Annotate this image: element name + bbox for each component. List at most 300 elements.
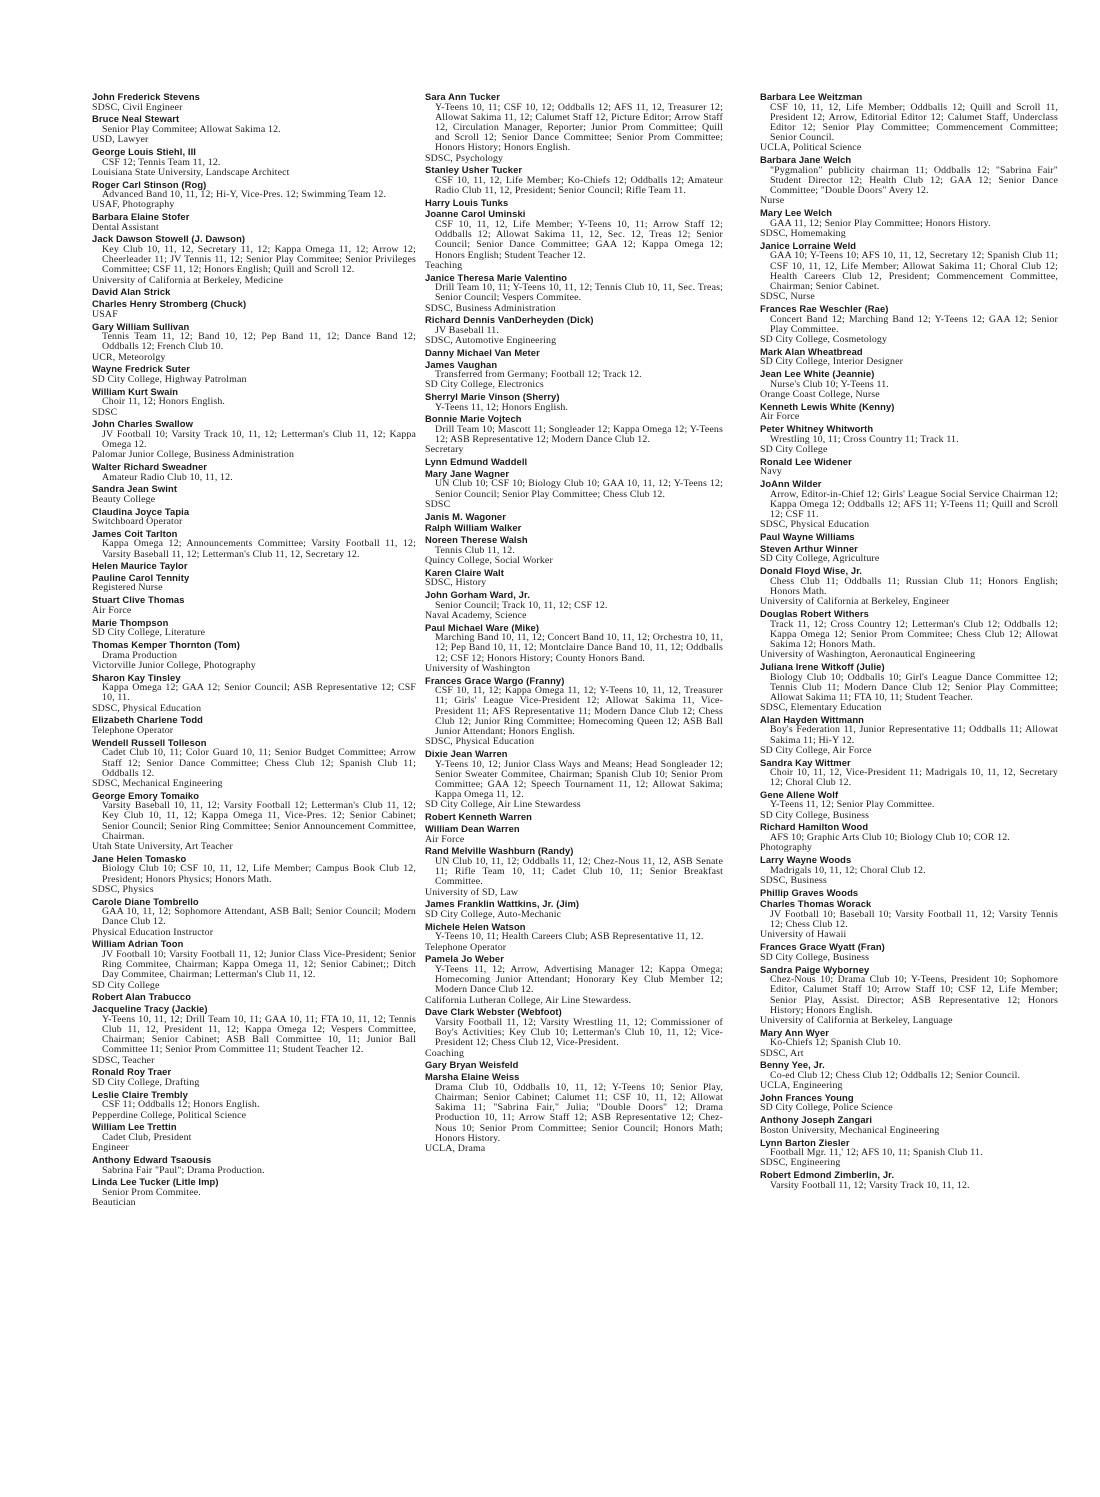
student-name: Marie Thompson bbox=[92, 617, 169, 628]
senior-entry bbox=[92, 897, 416, 939]
student-activities: Chez-Nous 10; Drama Club 10; Y-Teens, President 10; Sophomore Editor, Calumet Staff 10; Arrow Staff 10; CSF 12, Life Member; Senior Play, Assist. Director; ASB Representative 12; Honors History; Honors English. bbox=[770, 974, 1058, 1016]
senior-entry bbox=[425, 315, 723, 346]
senior-entry bbox=[760, 347, 1058, 368]
student-name: Ronald Lee Widener bbox=[760, 456, 852, 467]
student-activities: Y-Teens 10, 12; Junior Class Ways and Means; Head Songleader 12; Senior Sweater Commitee, Chairman; Spanish Club 10; Senior Prom Committee; GAA 12; Speech Tournament 11, 12; Allowat Sakima; Kappa Omega 11, 12. bbox=[435, 758, 723, 801]
student-name: Elizabeth Charlene Todd bbox=[92, 715, 203, 726]
student-name: Gary William Sullivan bbox=[92, 321, 190, 332]
student-activities: Biology Club 10; Oddballs 10; Girl's League Dance Committee 12; Tennis Club 11; Modern Dance Club 12; Senior Play Committee; Allowat Sakima 11; FTA 10, 11; Student Teacher. bbox=[770, 671, 1058, 703]
student-activities: Cadet Club 10, 11; Color Guard 10, 11; Senior Budget Committee; Arrow Staff 12; Senior Dance Committee; Chess Club 12; Spanish Club 11; Oddballs 12. bbox=[102, 747, 416, 779]
student-name: Pauline Carol Tennity bbox=[92, 572, 190, 583]
senior-entry bbox=[425, 1007, 723, 1059]
senior-entry bbox=[760, 1093, 1058, 1114]
student-future-plans: UCLA, Engineering bbox=[760, 1081, 843, 1092]
student-activities: Nurse's Club 10; Y-Teens 11. bbox=[770, 378, 889, 390]
student-future-plans: University of Hawaii bbox=[760, 930, 847, 941]
senior-entry bbox=[760, 92, 1058, 154]
student-activities: Senior Council; Track 10, 11, 12; CSF 12. bbox=[435, 599, 608, 611]
student-future-plans: SDSC, Teacher bbox=[92, 1055, 155, 1066]
student-activities: Drill Team 10; Mascott 11; Songleader 12; Kappa Omega 12; Y-Teens 12; ASB Representative 12; Modern Dance Club 12. bbox=[435, 423, 723, 446]
student-future-plans: SDSC, History bbox=[425, 578, 487, 589]
student-future-plans: SDSC, Automotive Engineering bbox=[425, 336, 557, 347]
senior-entry bbox=[425, 954, 723, 1006]
student-future-plans: University of California at Berkeley, Medicine bbox=[92, 275, 284, 286]
student-future-plans: Utah State University, Art Teacher bbox=[92, 842, 233, 853]
senior-entry bbox=[425, 535, 723, 566]
senior-entry bbox=[92, 939, 416, 991]
student-activities: Kappa Omega 12; GAA 12; Senior Council; ASB Representative 12; CSF 10, 11. bbox=[102, 682, 416, 704]
student-activities: Madrigals 10, 11, 12; Choral Club 12. bbox=[770, 864, 926, 876]
student-activities: Advanced Band 10, 11, 12; Hi-Y, Vice-Pres. 12; Swimming Team 12. bbox=[102, 189, 387, 201]
student-activities: Marching Band 10, 11, 12; Concert Band 10, 11, 12; Orchestra 10, 11, 12; Pep Band 10, 11, 12; Montclaire Dance Band 10, 11, 12; Oddballs 12; CSF 12; Honors History; County Honors Band. bbox=[435, 632, 723, 664]
student-name: Larry Wayne Woods bbox=[760, 855, 852, 866]
student-future-plans: SD City College, Drafting bbox=[92, 1077, 200, 1088]
senior-entry bbox=[760, 369, 1058, 400]
senior-entry bbox=[92, 114, 416, 145]
student-name: Alan Hayden Wittmann bbox=[760, 714, 865, 725]
student-name: William Adrian Toon bbox=[92, 939, 184, 950]
student-name: Peter Whitney Whitworth bbox=[760, 424, 874, 435]
student-name: Janis M. Wagoner bbox=[425, 511, 506, 522]
senior-entry bbox=[760, 402, 1058, 423]
student-activities: UN Club 10, 11, 12; Oddballs 11, 12; Chez-Nous 11, 12, ASB Senate 11; Rifle Team 10, 11; Cadet Club 10, 11; Senior Breakfast Committee. bbox=[435, 856, 723, 888]
student-name: Sandra Kay Wittmer bbox=[760, 757, 851, 768]
senior-entry bbox=[425, 623, 723, 675]
student-name: Sandra Jean Swint bbox=[92, 484, 178, 495]
senior-entry bbox=[425, 568, 723, 589]
student-future-plans: Coaching bbox=[425, 1048, 465, 1059]
senior-entry bbox=[425, 1072, 723, 1154]
student-activities: Boy's Federation 11, Junior Representative 11; Oddballs 11; Allowat Sakima 11; Hi-Y 12. bbox=[770, 724, 1058, 746]
student-future-plans: University of SD, Law bbox=[425, 887, 519, 898]
student-name: Steven Arthur Winner bbox=[760, 543, 858, 554]
student-activities: UN Club 10; CSF 10; Biology Club 10; GAA 10, 11, 12; Y-Teens 12; Senior Council; Senior Play Committee; Chess Club 12. bbox=[435, 478, 723, 500]
student-future-plans: Pepperdine College, Political Science bbox=[92, 1110, 247, 1121]
student-activities: Y-Teens 10, 11; Health Careers Club; ASB Representative 11, 12. bbox=[435, 931, 704, 943]
student-name: Frances Grace Wargo (Franny) bbox=[425, 675, 565, 686]
student-future-plans: SDSC, Physical Education bbox=[425, 737, 535, 748]
student-future-plans: Photography bbox=[760, 843, 813, 854]
student-name: Harry Louis Tunks bbox=[425, 197, 509, 208]
student-future-plans: SD City College, Agriculture bbox=[760, 554, 880, 565]
student-activities: Drama Production bbox=[102, 649, 178, 661]
student-name: Lynn Edmund Waddell bbox=[425, 457, 528, 468]
student-name: Douglas Robert Withers bbox=[760, 608, 869, 619]
student-name: Paul Michael Ware (Mike) bbox=[425, 622, 540, 633]
student-name: Carole Diane Tombrello bbox=[92, 896, 199, 907]
senior-entry bbox=[92, 1122, 416, 1153]
student-name: Paul Wayne Williams bbox=[760, 531, 855, 542]
student-activities: JV Baseball 11. bbox=[435, 324, 499, 336]
senior-entry bbox=[92, 147, 416, 178]
senior-entry bbox=[92, 673, 416, 715]
senior-entry bbox=[425, 676, 723, 748]
student-future-plans: SDSC, Physical Education bbox=[92, 703, 202, 714]
student-future-plans: Engineer bbox=[92, 1143, 129, 1154]
student-future-plans: Teaching bbox=[425, 260, 463, 271]
senior-entry bbox=[760, 424, 1058, 455]
student-activities: Biology Club 10; CSF 10, 11, 12, Life Member; Campus Book Club 12, President; Honors Physics; Honors Math. bbox=[102, 863, 416, 885]
student-future-plans: Naval Academy, Science bbox=[425, 610, 527, 621]
student-future-plans: University of California at Berkeley, Language bbox=[760, 1015, 953, 1026]
student-activities: Concert Band 12; Marching Band 12; Y-Teens 12; GAA 12; Senior Play Committee. bbox=[770, 313, 1058, 335]
student-name: Gene Allene Wolf bbox=[760, 789, 839, 800]
student-name: Charles Henry Stromberg (Chuck) bbox=[92, 299, 247, 310]
student-future-plans: SD City College bbox=[760, 444, 828, 455]
senior-entry bbox=[425, 348, 723, 359]
student-name: Joanne Carol Uminski bbox=[425, 209, 526, 220]
senior-entry bbox=[92, 387, 416, 418]
senior-entry bbox=[760, 208, 1058, 239]
student-name: Wendell Russell Tolleson bbox=[92, 737, 207, 748]
senior-entry bbox=[92, 299, 416, 320]
student-name: James Franklin Wattkins, Jr. (Jim) bbox=[425, 899, 580, 910]
senior-entry bbox=[760, 609, 1058, 661]
senior-entry bbox=[425, 1060, 723, 1071]
student-future-plans: SDSC, Physics bbox=[92, 884, 154, 895]
student-name: Roger Carl Stinson (Rog) bbox=[92, 179, 207, 190]
student-future-plans: SD City College, Auto-Mechanic bbox=[425, 909, 562, 920]
student-future-plans: SD City College, Air Force bbox=[760, 745, 872, 756]
student-name: John Frances Young bbox=[760, 1092, 854, 1103]
senior-entry bbox=[92, 287, 416, 298]
senior-entry bbox=[425, 899, 723, 920]
senior-entry bbox=[760, 790, 1058, 821]
senior-entry bbox=[92, 1155, 416, 1176]
student-future-plans: Orange Coast College, Nurse bbox=[760, 389, 880, 400]
student-name: Karen Claire Walt bbox=[425, 567, 504, 578]
student-name: Phillip Graves Woods bbox=[760, 887, 859, 898]
student-future-plans: University of California at Berkeley, Engineer bbox=[760, 597, 950, 608]
column-middle bbox=[425, 92, 723, 1156]
student-name: Sandra Paige Wyborney bbox=[760, 964, 870, 975]
student-activities: AFS 10; Graphic Arts Club 10; Biology Club 10; COR 12. bbox=[770, 832, 1010, 844]
senior-entry bbox=[760, 822, 1058, 853]
senior-entry bbox=[92, 364, 416, 385]
student-name: William Lee Trettin bbox=[92, 1122, 177, 1133]
student-activities: GAA 10; Y-Teens 10; AFS 10, 11, 12, Secretary 12; Spanish Club 11; CSF 10, 11, 12, Life Member; Allowat Sakima 11; Choral Club 12; Health Careers Club 12, President; Commencement Committee, Chairman; Senior Cabinet. bbox=[770, 250, 1058, 292]
student-future-plans: Telephone Operator bbox=[92, 725, 174, 736]
student-future-plans: SD City College, Electronics bbox=[425, 380, 544, 391]
senior-entry bbox=[425, 457, 723, 468]
student-future-plans: SD City College, Police Science bbox=[760, 1103, 893, 1114]
senior-entry bbox=[760, 304, 1058, 346]
student-activities: Y-Teens 11, 12; Arrow, Advertising Manager 12; Kappa Omega; Homecoming Junior Attendant; Honorary Key Club Member 12; Modern Dance Club 12. bbox=[435, 963, 723, 996]
student-activities: Y-Teens 11, 12; Honors English. bbox=[435, 401, 569, 413]
senior-entry bbox=[760, 662, 1058, 714]
student-name: Anthony Joseph Zangari bbox=[760, 1115, 873, 1126]
student-future-plans: Air Force bbox=[425, 834, 465, 845]
student-name: Mary Lee Welch bbox=[760, 208, 833, 219]
senior-entry bbox=[425, 523, 723, 534]
senior-entry bbox=[92, 854, 416, 896]
senior-entry bbox=[425, 846, 723, 898]
student-name: William Kurt Swain bbox=[92, 386, 179, 397]
column-left bbox=[92, 92, 416, 1209]
student-name: Robert Alan Trabucco bbox=[92, 992, 192, 1003]
student-name: Bruce Neal Stewart bbox=[92, 114, 180, 125]
student-activities: GAA 10, 11, 12; Sophomore Attendant, ASB Ball; Senior Council; Modern Dance Club 12. bbox=[102, 906, 416, 928]
student-future-plans: SDSC, Homemaking bbox=[760, 228, 846, 239]
student-activities: Drama Club 10, Oddballs 10, 11, 12; Y-Teens 10; Senior Play, Chairman; Senior Cabinet; Calumet 11; CSF 10, 11, 12; Allowat Sakima 11; "Sabrina Fair," Julia; "Double Doors" 12; Drama Production 10, 11; Arrow Staff 12; ASB Representative 12; Chez-Nous 10; Senior Prom Committee; Senior Council; Honors Math; Honors History. bbox=[435, 1081, 723, 1144]
student-activities: Ko-Chiefs 12; Spanish Club 10. bbox=[770, 1037, 901, 1049]
student-activities: GAA 11, 12; Senior Play Committee; Honors History. bbox=[770, 217, 991, 229]
student-future-plans: SD City College bbox=[92, 980, 160, 991]
senior-entry bbox=[425, 360, 723, 391]
student-name: Frances Rae Weschler (Rae) bbox=[760, 303, 889, 314]
senior-entry bbox=[760, 155, 1058, 207]
student-name: Dixie Jean Warren bbox=[425, 749, 508, 760]
student-future-plans: Beautician bbox=[92, 1197, 136, 1208]
student-activities: Transferred from Germany; Football 12; Track 12. bbox=[435, 369, 642, 381]
student-name: Sherryl Marie Vinson (Sherry) bbox=[425, 392, 560, 403]
senior-entry bbox=[760, 942, 1058, 963]
senior-entry bbox=[425, 824, 723, 845]
senior-entry bbox=[92, 322, 416, 364]
senior-entry bbox=[92, 618, 416, 639]
student-name: Jack Dawson Stowell (J. Dawson) bbox=[92, 234, 246, 245]
student-activities: Y-Teens 10, 11, 12; Drill Team 10, 11; GAA 10, 11; FTA 10, 11, 12; Tennis Club 11, 12, President 11, 12; Kappa Omega 12; Vespers Committee, Chairman; Senior Cabinet; ASB Ball Committee 10, 11; Junior Ball Committee 11; Senior Prom Committee 11; Student Teacher 12. bbox=[102, 1013, 416, 1056]
student-activities: Senior Play Commitee; Allowat Sakima 12. bbox=[102, 123, 281, 135]
senior-entry bbox=[92, 212, 416, 233]
student-future-plans: SD City College, Air Line Stewardess bbox=[425, 800, 581, 811]
column-right bbox=[760, 92, 1058, 1192]
student-name: Bonnie Marie Vojtech bbox=[425, 414, 522, 425]
student-future-plans: SDSC, Civil Engineer bbox=[92, 102, 183, 113]
senior-entry bbox=[425, 469, 723, 511]
student-name: Ralph William Walker bbox=[425, 523, 522, 534]
student-name: Stanley Usher Tucker bbox=[425, 165, 523, 176]
student-future-plans: SDSC, Elementary Education bbox=[760, 703, 882, 714]
senior-entry bbox=[425, 512, 723, 523]
student-name: Juliana Irene Witkoff (Julie) bbox=[760, 661, 885, 672]
senior-entry bbox=[760, 566, 1058, 608]
student-name: Frances Grace Wyatt (Fran) bbox=[760, 942, 885, 953]
senior-entry bbox=[760, 965, 1058, 1027]
student-name: Richard Hamilton Wood bbox=[760, 822, 869, 833]
student-future-plans: SD City College, Cosmetology bbox=[760, 334, 888, 345]
senior-entry bbox=[760, 715, 1058, 757]
student-activities: Cadet Club, President bbox=[102, 1131, 192, 1143]
student-future-plans: SD City College, Interior Designer bbox=[760, 357, 904, 368]
senior-entry bbox=[92, 462, 416, 483]
senior-entry bbox=[92, 1067, 416, 1088]
senior-entry bbox=[92, 180, 416, 211]
student-name: Pamela Jo Weber bbox=[425, 954, 504, 965]
student-future-plans: SD City College, Literature bbox=[92, 628, 206, 639]
student-future-plans: SD City College, Business bbox=[760, 952, 870, 963]
student-name: John Frederick Stevens bbox=[92, 92, 200, 102]
student-name: John Charles Swallow bbox=[92, 419, 193, 430]
student-name: Sharon Kay Tinsley bbox=[92, 672, 181, 683]
student-name: Jane Helen Tomasko bbox=[92, 853, 187, 864]
student-activities: Kappa Omega 12; Announcements Committee; Varsity Football 11, 12; Varsity Baseball 11, 12; Letterman's Club 11, 12, Secretary 12. bbox=[102, 538, 416, 560]
student-name: Charles Thomas Worack bbox=[760, 899, 872, 910]
senior-entry bbox=[92, 484, 416, 505]
student-activities: Sabrina Fair "Paul"; Drama Production. bbox=[102, 1164, 265, 1176]
student-future-plans: Beauty College bbox=[92, 494, 156, 505]
student-name: Ronald Roy Traer bbox=[92, 1067, 172, 1078]
student-name: Jean Lee White (Jeannie) bbox=[760, 369, 875, 380]
student-name: Walter Richard Sweadner bbox=[92, 462, 208, 473]
senior-entry bbox=[760, 1138, 1058, 1169]
student-activities: Varsity Baseball 10, 11, 12; Varsity Football 12; Letterman's Club 11, 12; Key Club 10, 11, 12; Kappa Omega 11, Vice-Pres. 12; Senior Cabinet; Senior Council; Senior Ring Committee; Senior Announcement Committee, Chairman. bbox=[102, 800, 416, 842]
student-name: Richard Dennis VanDerheyden (Dick) bbox=[425, 315, 594, 326]
senior-entry bbox=[92, 529, 416, 560]
senior-entry bbox=[760, 241, 1058, 303]
student-future-plans: SDSC, Engineering bbox=[760, 1158, 841, 1169]
student-future-plans: SDSC, Nurse bbox=[760, 292, 815, 303]
senior-entry bbox=[92, 595, 416, 616]
student-activities: Choir 11, 12; Honors English. bbox=[102, 396, 226, 408]
student-future-plans: Nurse bbox=[760, 196, 785, 207]
senior-entry bbox=[92, 715, 416, 736]
student-future-plans: SDSC bbox=[425, 499, 451, 510]
senior-entry bbox=[760, 1170, 1058, 1191]
student-name: James Coit Tarlton bbox=[92, 528, 178, 539]
student-future-plans: SDSC, Physical Education bbox=[760, 520, 870, 531]
student-activities: CSF 10, 11, 12, Life Member; Ko-Chiefs 12; Oddballs 12; Amateur Radio Club 11, 12, President; Senior Council; Rifle Team 11. bbox=[435, 174, 723, 197]
student-future-plans: USAF, Photography bbox=[92, 200, 175, 211]
student-name: David Alan Strick bbox=[92, 287, 171, 298]
student-name: George Louis Stiehl, III bbox=[92, 146, 196, 157]
student-activities: Football Mgr. 11,' 12; AFS 10, 11; Spanish Club 11. bbox=[770, 1147, 983, 1159]
student-future-plans: UCLA, Political Science bbox=[760, 143, 862, 154]
senior-entry bbox=[760, 544, 1058, 565]
student-name: James Vaughan bbox=[425, 359, 498, 370]
student-future-plans: USD, Lawyer bbox=[92, 135, 149, 146]
senior-entry bbox=[92, 419, 416, 461]
student-name: Lynn Barton Ziesler bbox=[760, 1137, 850, 1148]
student-future-plans: Quincy College, Social Worker bbox=[425, 555, 553, 566]
student-name: Michele Helen Watson bbox=[425, 921, 526, 932]
student-name: William Dean Warren bbox=[425, 824, 520, 835]
senior-entry bbox=[425, 749, 723, 811]
senior-entry bbox=[92, 992, 416, 1003]
student-future-plans: University of Washington, Aeronautical Engineering bbox=[760, 650, 976, 661]
student-name: John Gorham Ward, Jr. bbox=[425, 590, 530, 601]
student-name: Danny Michael Van Meter bbox=[425, 347, 540, 358]
student-name: Gary Bryan Weisfeld bbox=[425, 1060, 519, 1071]
student-name: Donald Floyd Wise, Jr. bbox=[760, 566, 863, 577]
student-name: Rand Melville Washburn (Randy) bbox=[425, 846, 574, 857]
student-activities: Choir 10, 11, 12, Vice-President 11; Madrigals 10, 11, 12, Secretary 12; Choral Club 12. bbox=[770, 767, 1058, 789]
senior-entry bbox=[92, 640, 416, 671]
senior-entry bbox=[92, 738, 416, 790]
senior-entry bbox=[425, 273, 723, 315]
senior-entry bbox=[92, 234, 416, 286]
student-activities: Varsity Football 11, 12; Varsity Wrestling 11, 12; Commissioner of Boy's Activities; Key Club 10; Letterman's Club 10, 11, 12; Vice-President 12; Chess Club 12, Vice-President. bbox=[435, 1016, 723, 1049]
student-future-plans: Louisiana State University, Landscape Architect bbox=[92, 167, 290, 178]
senior-entry bbox=[760, 1028, 1058, 1059]
senior-entry bbox=[760, 532, 1058, 543]
senior-entry bbox=[760, 1060, 1058, 1091]
student-activities: Tennis Club 11, 12. bbox=[435, 544, 515, 556]
student-future-plans: Secretary bbox=[425, 445, 464, 456]
senior-entry bbox=[760, 855, 1058, 886]
senior-entry bbox=[92, 1177, 416, 1208]
student-activities: Wrestling 10, 11; Cross Country 11; Track 11. bbox=[770, 433, 959, 445]
student-future-plans: Registered Nurse bbox=[92, 583, 163, 594]
senior-entry bbox=[760, 457, 1058, 478]
student-name: Mary Jane Wagner bbox=[425, 468, 510, 479]
student-activities: Chess Club 11; Oddballs 11; Russian Club 11; Honors English; Honors Math. bbox=[770, 575, 1058, 597]
student-activities: Co-ed Club 12; Chess Club 12; Oddballs 12; Senior Council. bbox=[770, 1069, 1021, 1081]
student-name: Jacqueline Tracy (Jackie) bbox=[92, 1004, 208, 1015]
student-activities: CSF 10, 11, 12; Kappa Omega 11, 12; Y-Teens 10, 11, 12, Treasurer 11; Girls' League Vice-President 12; Allowat Sakima 11, Vice-President 11; AFS Representative 11; Modern Dance Club 12; Chess Club 12; Junior Ring Committee; Homecoming Queen 12; ASB Ball Junior Attendant; Honors English. bbox=[435, 685, 723, 738]
student-future-plans: Physical Education Instructor bbox=[92, 927, 214, 938]
student-activities: CSF 12; Tennis Team 11, 12. bbox=[102, 156, 221, 168]
student-activities: Tennis Team 11, 12; Band 10, 12; Pep Band 11, 12; Dance Band 12; Oddballs 12; French Club 10. bbox=[102, 331, 416, 353]
student-name: Wayne Fredrick Suter bbox=[92, 364, 191, 375]
student-activities: Arrow, Editor-in-Chief 12; Girls' League Social Service Chairman 12; Kappa Omega 12; Oddballs 12; AFS 11; Y-Teens 11; Quill and Scroll 12; CSF 11. bbox=[770, 488, 1058, 520]
senior-entry bbox=[425, 198, 723, 209]
student-activities: Amateur Radio Club 10, 11, 12. bbox=[102, 471, 233, 483]
student-future-plans: UCLA, Drama bbox=[425, 1143, 486, 1154]
student-activities: JV Football 10; Varsity Football 11, 12; Junior Class Vice-President; Senior Ring Commitee, Chairman; Kappa Omega 11, 12; Senior Cabinet;; Ditch Day Commitee, Chairman; Letterman's Club 11, 12. bbox=[102, 949, 416, 981]
student-activities: JV Football 10; Varsity Track 10, 11, 12; Letterman's Club 11, 12; Kappa Omega 12. bbox=[102, 428, 416, 451]
student-future-plans: Switchboard Operator bbox=[92, 517, 183, 528]
student-activities: Key Club 10, 11, 12, Secretary 11, 12; Kappa Omega 11, 12; Arrow 12; Cheerleader 11; JV Tennis 11, 12; Senior Play Commitee; Senior Privileges Committee; CSF 11, 12; Honors English; Quill and Scroll 12. bbox=[102, 244, 416, 276]
student-future-plans: Dental Assistant bbox=[92, 222, 159, 233]
student-name: Anthony Edward Tsaousis bbox=[92, 1154, 212, 1165]
student-name: Barbara Jane Welch bbox=[760, 155, 852, 166]
student-name: Leslie Claire Trembly bbox=[92, 1089, 188, 1100]
student-name: Mark Alan Wheatbread bbox=[760, 346, 863, 357]
senior-entry bbox=[425, 392, 723, 413]
student-name: Kenneth Lewis White (Kenny) bbox=[760, 401, 895, 412]
student-future-plans: University of Washington bbox=[425, 663, 531, 674]
student-activities: Varsity Football 11, 12; Varsity Track 10, 11, 12. bbox=[770, 1179, 970, 1191]
student-activities: CSF 10, 11, 12, Life Member; Y-Teens 10, 11; Arrow Staff 12; Oddballs 12; Allowat Sakima 11, 12, Sec. 12, Treas 12; Senior Council; Senior Dance Committee; GAA 12; Kappa Omega 12; Honors English; Student Teacher 12. bbox=[435, 218, 723, 261]
student-name: Benny Yee, Jr. bbox=[760, 1060, 825, 1071]
student-name: Robert Kenneth Warren bbox=[425, 812, 532, 823]
senior-entry bbox=[92, 1090, 416, 1121]
senior-entry bbox=[425, 922, 723, 953]
student-future-plans: California Lutheran College, Air Line Stewardess. bbox=[425, 995, 632, 1006]
student-name: Linda Lee Tucker (Litle Imp) bbox=[92, 1176, 219, 1187]
senior-entry bbox=[92, 1004, 416, 1066]
senior-entry bbox=[92, 791, 416, 853]
student-name: Dave Clark Webster (Webfoot) bbox=[425, 1007, 562, 1018]
student-future-plans: Victorville Junior College, Photography bbox=[92, 660, 256, 671]
student-future-plans: SDSC, Mechanical Engineering bbox=[92, 778, 223, 789]
student-activities: "Pygmalion" publicity chairman 11; Oddballs 12; "Sabrina Fair" Student Director 12; Health Club 12; GAA 12; Senior Dance Committee; "Double Doors" Avery 12. bbox=[770, 164, 1058, 197]
student-name: Barbara Elaine Stofer bbox=[92, 212, 190, 223]
student-future-plans: SDSC, Art bbox=[760, 1048, 804, 1059]
student-future-plans: SDSC, Business bbox=[760, 875, 827, 886]
student-name: Helen Maurice Taylor bbox=[92, 561, 188, 572]
student-name: Mary Ann Wyer bbox=[760, 1027, 830, 1038]
student-name: Marsha Elaine Weiss bbox=[425, 1072, 520, 1083]
student-future-plans: UCR, Meteorolgy bbox=[92, 352, 166, 363]
student-future-plans: SDSC bbox=[92, 407, 118, 418]
senior-entry bbox=[760, 899, 1058, 941]
student-name: Thomas Kemper Thornton (Tom) bbox=[92, 639, 240, 650]
senior-entry bbox=[92, 92, 416, 113]
student-future-plans: Palomar Junior College, Business Administration bbox=[92, 450, 295, 461]
student-name: Noreen Therese Walsh bbox=[425, 535, 528, 546]
senior-entry bbox=[425, 414, 723, 456]
senior-entry bbox=[92, 573, 416, 594]
student-future-plans: Navy bbox=[760, 467, 782, 478]
senior-entry bbox=[760, 888, 1058, 899]
senior-entry bbox=[92, 507, 416, 528]
senior-entry bbox=[760, 1115, 1058, 1136]
student-activities: CSF 11; Oddballs 12; Honors English. bbox=[102, 1099, 260, 1111]
student-future-plans: SDSC, Psychology bbox=[425, 153, 504, 164]
student-name: Janice Theresa Marie Valentino bbox=[425, 272, 568, 283]
